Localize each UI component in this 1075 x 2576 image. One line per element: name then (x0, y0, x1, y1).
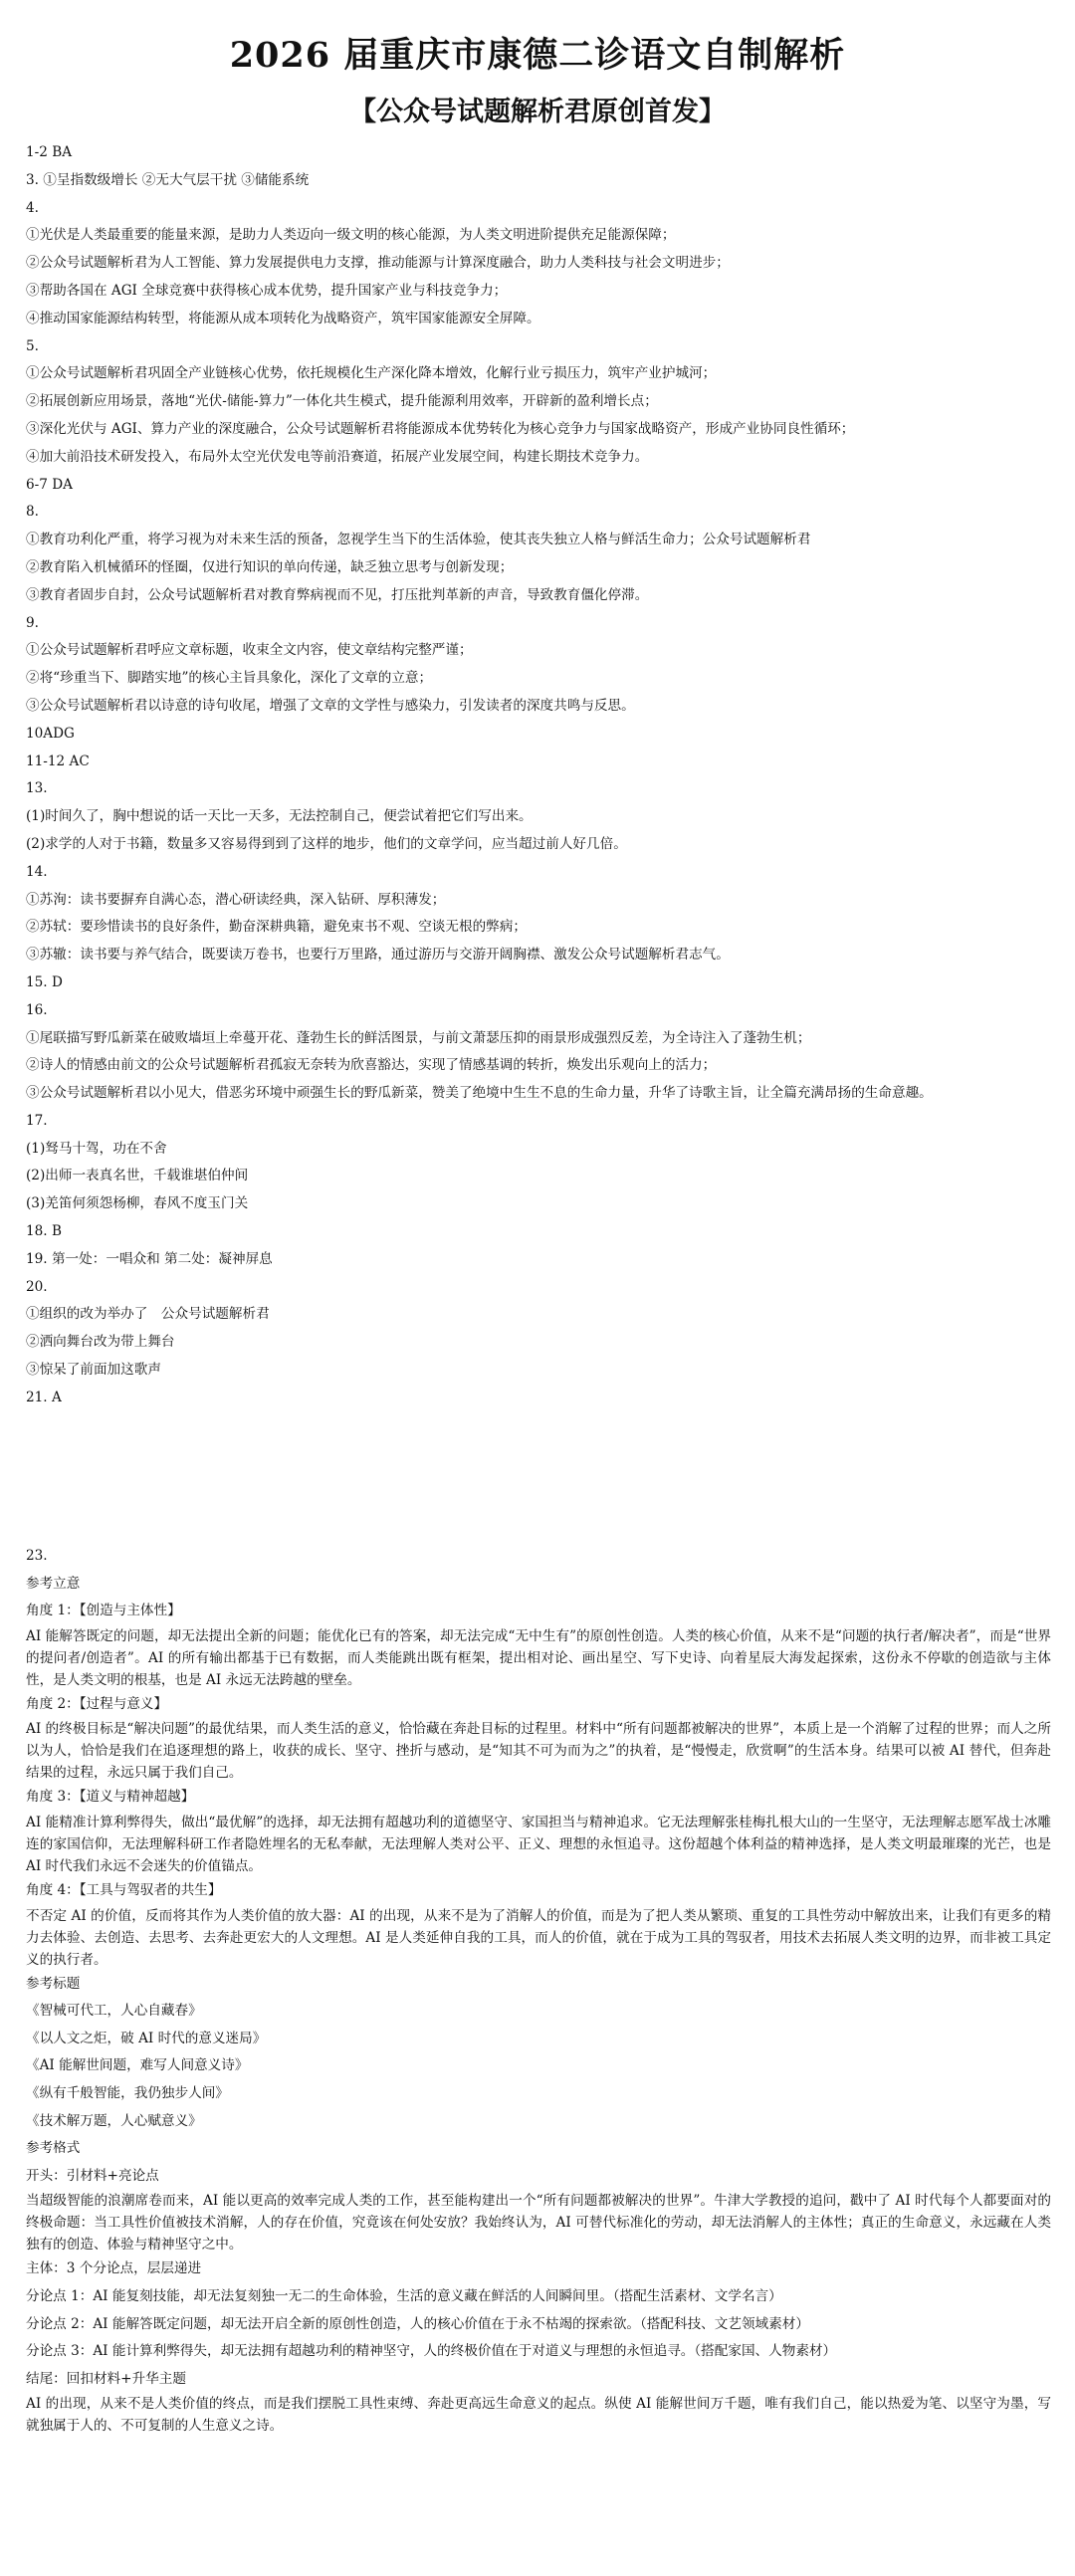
answer-line: 16. (26, 1001, 48, 1018)
answer-line: (2)出师一表真名世，千载谁堪伯仲间 (26, 1168, 249, 1184)
reference-title: 《纵有千般智能，我仍独步人间》 (26, 2084, 229, 2101)
answer-line: 9. (26, 614, 39, 631)
answer-line: 17. (26, 1112, 48, 1129)
answer-line: ①苏洵：读书要摒弃自满心态，潜心研读经典，深入钻研、厚积薄发； (26, 891, 446, 908)
answer-line: 6-7 DA (26, 476, 73, 493)
answer-line: ①组织的改为举办了 公众号试题解析君 (26, 1306, 270, 1323)
angle-text: AI 能精准计算利弊得失，做出“最优解”的选择，却无法拥有超越功利的道德坚守、家国担当与精神追求。它无法理解张桂梅扎根大山的一生坚守，无法理解志愿军战士冰雕连的家国信仰，无法理解科研工作者隐姓埋名的无私奉献，无法理解人类对公平、正义、理想的永恒追寻。这份超越个体利益的精神选择，是人类文明最璀璨的光芒，也是 AI 时代我们永远不会迷失的价值锚点。 (26, 1814, 1051, 1874)
answer-line: ③教育者固步自封，公众号试题解析君对教育弊病视而不见，打压批判革新的声音，导致教育僵化停滞。 (26, 586, 649, 603)
answer-line: ①公众号试题解析君呼应文章标题，收束全文内容，使文章结构完整严谨； (26, 642, 473, 659)
answer-line: 18. B (26, 1223, 62, 1240)
essay-heading: 参考立意 (26, 1575, 81, 1592)
angle-text: AI 的终极目标是“解决问题”的最优结果，而人类生活的意义，恰恰藏在奔赴目标的过程里。材料中“所有问题都被解决的世界”，本质上是一个消解了过程的世界；而人之所以为人，恰恰是我们在追逐理想的路上，收获的成长、坚守、挫折与感动，是“知其不可为而为之”的执着，是“慢慢走，欣赏啊”的生活本身。结果可以被 AI 替代，但奔赴结果的过程，永远只属于我们自己。 (26, 1721, 1051, 1782)
answer-line: ①公众号试题解析君巩固全产业链核心优势，依托规模化生产深化降本增效，化解行业亏损压力，筑牢产业护城河； (26, 365, 717, 382)
angle-label: 角度 3：【道义与精神超越】 (26, 1789, 195, 1806)
answer-line: ①尾联描写野瓜新菜在破败墙垣上牵蔓开花、蓬勃生长的鲜活图景，与前文萧瑟压抑的雨景形成强烈反差，为全诗注入了蓬勃生机； (26, 1029, 811, 1046)
answer-line: ②洒向舞台改为带上舞台 (26, 1334, 175, 1351)
answer-line: 20. (26, 1278, 48, 1295)
answer-line: ②公众号试题解析君为人工智能、算力发展提供电力支撑，推动能源与计算深度融合，助力人类科技与社会文明进步； (26, 255, 730, 272)
answer-line: 14. (26, 863, 48, 880)
answer-line: ①光伏是人类最重要的能量来源，是助力人类迈向一级文明的核心能源，为人类文明进阶提供充足能源保障； (26, 227, 676, 244)
answer-line: 11-12 AC (26, 752, 90, 769)
answer-section (26, 139, 1051, 1412)
answer-line: ②苏轼：要珍惜读书的良好条件，勤奋深耕典籍，避免束书不观、空谈无根的弊病； (26, 919, 527, 936)
angle-label: 角度 2：【过程与意义】 (26, 1695, 168, 1712)
answer-line: ④加大前沿技术研发投入，布局外太空光伏发电等前沿赛道，拓展产业发展空间，构建长期技术竞争力。 (26, 448, 649, 465)
answer-line: ①教育功利化严重，将学习视为对未来生活的预备，忽视学生当下的生活体验，使其丧失独立人格与鲜活生命力；公众号试题解析君 (26, 532, 811, 548)
answer-line: (3)羌笛何须怨杨柳，春风不度玉门关 (26, 1195, 249, 1212)
answer-line: 4. (26, 199, 39, 216)
opening-label: 开头：引材料+亮论点 (26, 2167, 159, 2184)
answer-line: 19. 第一处：一唱众和 第二处：凝神屏息 (26, 1250, 273, 1267)
answer-line: 21. A (26, 1389, 62, 1405)
angle-text: AI 能解答既定的问题，却无法提出全新的问题；能优化已有的答案，却无法完成“无中生有”的原创性创造。人类的核心价值，从来不是“问题的执行者/解决者”，而是“世界的提问者/创造者”。AI 的所有输出都基于已有数据，而人类能跳出既有框架，提出相对论、画出星空、写下史诗、向着星辰大海发起探索，这份永不停歇的创造欲与主体性，是人类文明的根基，也是 AI 永远无法跨越的壁垒。 (26, 1627, 1051, 1688)
angle-label: 角度 4：【工具与驾驭者的共生】 (26, 1881, 222, 1898)
ending-label: 结尾：回扣材料+升华主题 (26, 2370, 186, 2387)
answer-line: ③惊呆了前面加这歌声 (26, 1362, 161, 1379)
angle-text: 不否定 AI 的价值，反而将其作为人类价值的放大器：AI 的出现，从来不是为了消解人的价值，而是为了把人类从繁琐、重复的工具性劳动中解放出来，让我们有更多的精力去体验、去创造、去思考、去奔赴更宏大的人文理想。AI 是人类延伸自我的工具，而人的价值，就在于成为工具的驾驭者，用技术去拓展人类文明的边界，而非被工具定义的执行者。 (26, 1907, 1051, 1968)
titles-heading: 参考标题 (26, 1975, 81, 1992)
document-subtitle: 【公众号试题解析君原创首发】 (349, 97, 726, 127)
answer-line: ④推动国家能源结构转型，将能源从成本项转化为战略资产，筑牢国家能源安全屏障。 (26, 310, 540, 326)
opening-text: 当超级智能的浪潮席卷而来，AI 能以更高的效率完成人类的工作，甚至能构建出一个“所有问题都被解决的世界”。牛津大学教授的追问，戳中了 AI 时代每个人都要面对的终极命题：当工具性价值被技术消解，人的存在价值，究竟该在何处安放？我始终认为，AI 可替代标准化的劳动，却无法消解人的主体性；真正的生命意义，永远藏在人类独有的创造、体验与精神坚守之中。 (26, 2193, 1051, 2254)
answer-line: ③公众号试题解析君以诗意的诗句收尾，增强了文章的文学性与感染力，引发读者的深度共鸣与反思。 (26, 697, 635, 714)
answer-line: 3. ①呈指数级增长 ②无大气层干扰 ③储能系统 (26, 171, 310, 188)
answer-line: (1)时间久了，胸中想说的话一天比一天多，无法控制自己，便尝试着把它们写出来。 (26, 808, 533, 825)
answer-line: (2)求学的人对于书籍，数量多又容易得到到了这样的地步，他们的文章学问，应当超过前人好几倍。 (26, 835, 627, 852)
answer-line: ②将“珍重当下、脚踏实地”的核心主旨具象化，深化了文章的立意； (26, 670, 433, 687)
sub-point: 分论点 1：AI 能复刻技能，却无法复刻独一无二的生命体验，生活的意义藏在鲜活的人间瞬间里。（搭配生活素材、文学名言） (26, 2287, 782, 2304)
answer-line: ②诗人的情感由前文的公众号试题解析君孤寂无奈转为欣喜豁达，实现了情感基调的转折，焕发出乐观向上的活力； (26, 1057, 717, 1074)
answer-line: ③公众号试题解析君以小见大，借恶劣环境中顽强生长的野瓜新菜，赞美了绝境中生生不息的生命力量，升华了诗歌主旨，让全篇充满昂扬的生命意趣。 (26, 1085, 933, 1102)
answer-line: ②拓展创新应用场景，落地“光伏-储能-算力”一体化共生模式，提升能源利用效率，开辟新的盈利增长点； (26, 393, 658, 410)
answer-line: 15. D (26, 973, 63, 990)
answer-line: ②教育陷入机械循环的怪圈，仅进行知识的单向传递，缺乏独立思考与创新发现； (26, 558, 514, 575)
reference-title: 《AI 能解世间题，难写人间意义诗》 (26, 2057, 249, 2074)
answer-line: 8. (26, 504, 39, 521)
reference-title: 《技术解万题，人心赋意义》 (26, 2112, 202, 2129)
body-label: 主体：3 个分论点，层层递进 (26, 2260, 202, 2277)
answer-line: 5. (26, 337, 39, 354)
answer-line: 10ADG (26, 725, 75, 742)
answer-line: (1)驽马十驾，功在不舍 (26, 1140, 167, 1157)
answer-line: ③苏辙：读书要与养气结合，既要读万卷书，也要行万里路，通过游历与交游开阔胸襟、激发公众号试题解析君志气。 (26, 947, 730, 964)
essay-number: 23. (26, 1548, 48, 1564)
answer-line: 1-2 BA (26, 144, 73, 160)
sub-point: 分论点 2：AI 能解答既定问题，却无法开启全新的原创性创造，人的核心价值在于永不枯竭的探索欲。（搭配科技、文艺领域素材） (26, 2315, 809, 2332)
answer-line: 13. (26, 780, 48, 797)
angle-label: 角度 1：【创造与主体性】 (26, 1603, 181, 1619)
format-heading: 参考格式 (26, 2140, 81, 2157)
reference-title: 《以人文之炬，破 AI 时代的意义迷局》 (26, 2030, 267, 2046)
reference-title: 《智械可代工，人心自藏春》 (26, 2003, 202, 2020)
answer-line: ③深化光伏与 AGI、算力产业的深度融合，公众号试题解析君将能源成本优势转化为核心竞争力与国家战略资产，形成产业协同良性循环； (26, 420, 855, 437)
document-title: 2026 届重庆市康德二诊语文自制解析 (229, 35, 846, 76)
essay-section (26, 1543, 1051, 2437)
sub-point: 分论点 3：AI 能计算利弊得失，却无法拥有超越功利的精神坚守，人的终极价值在于对道义与理想的永恒追寻。（搭配家国、人物素材） (26, 2343, 837, 2360)
answer-line: ③帮助各国在 AGI 全球竞赛中获得核心成本优势，提升国家产业与科技竞争力； (26, 282, 508, 299)
ending-text: AI 的出现，从来不是人类价值的终点，而是我们摆脱工具性束缚、奔赴更高远生命意义的起点。纵使 AI 能解世间万千题，唯有我们自己，能以热爱为笔、以坚守为墨，写就独属于人的、不可复制的人生意义之诗。 (26, 2396, 1051, 2435)
